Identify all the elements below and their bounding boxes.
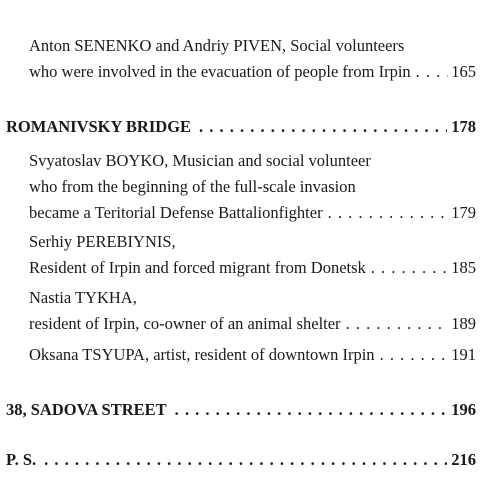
page-number: 178 <box>451 117 476 136</box>
toc-entry-perebiynis[interactable] <box>29 229 476 281</box>
page-number: 196 <box>451 400 476 419</box>
dot-leader <box>371 255 448 281</box>
entry-text: Nastia TYKHA, <box>29 288 137 307</box>
dot-leader <box>346 311 449 337</box>
dot-leader <box>44 447 447 473</box>
toc-entry-senenko-piven[interactable] <box>29 33 476 85</box>
dot-leader <box>380 342 449 368</box>
page-number: 185 <box>451 258 476 277</box>
entry-line <box>29 33 476 59</box>
entry-text: Resident of Irpin and forced migrant from Donetsk <box>29 258 366 277</box>
page-number: 216 <box>451 450 476 469</box>
page-number: 189 <box>451 314 476 333</box>
section-title: ROMANIVSKY BRIDGE <box>6 117 192 136</box>
section-title: 38, SADOVA STREET <box>6 400 167 419</box>
entry-text: became a Teritorial Defense Battalionfighter <box>29 203 323 222</box>
entry-line <box>29 285 476 311</box>
entry-text: who from the beginning of the full-scale invasion <box>29 177 356 196</box>
toc-entry-tsyupa[interactable] <box>29 342 476 368</box>
entry-line <box>29 342 476 368</box>
entry-line <box>29 311 476 337</box>
dot-leader <box>416 59 449 85</box>
dot-leader <box>175 397 448 423</box>
section-title: P. S. <box>6 450 37 469</box>
toc-entry-tykha[interactable] <box>29 285 476 337</box>
toc-section-romanivsky-bridge[interactable] <box>6 114 476 140</box>
entry-text: Serhiy PEREBIYNIS, <box>29 232 176 251</box>
section-line <box>6 447 476 473</box>
toc-section-sadova-street[interactable] <box>6 397 476 423</box>
entry-text: Svyatoslav BOYKO, Musician and social volunteer <box>29 151 371 170</box>
entry-text: resident of Irpin, co-owner of an animal shelter <box>29 314 341 333</box>
section-line <box>6 397 476 423</box>
toc-entry-boyko[interactable] <box>29 148 476 226</box>
entry-line <box>29 148 476 174</box>
section-line <box>6 114 476 140</box>
dot-leader <box>199 114 447 140</box>
page-number: 165 <box>451 62 476 81</box>
page-number: 179 <box>451 203 476 222</box>
entry-text: Anton SENENKO and Andriy PIVEN, Social volunteers <box>29 36 405 55</box>
entry-text: who were involved in the evacuation of people from Irpin <box>29 62 411 81</box>
entry-line <box>29 229 476 255</box>
entry-line <box>29 174 476 200</box>
page-number: 191 <box>451 345 476 364</box>
entry-line <box>29 59 476 85</box>
dot-leader <box>328 200 449 226</box>
entry-line <box>29 200 476 226</box>
entry-line <box>29 255 476 281</box>
entry-text: Oksana TSYUPA, artist, resident of downtown Irpin <box>29 345 375 364</box>
toc-section-ps[interactable] <box>6 447 476 473</box>
